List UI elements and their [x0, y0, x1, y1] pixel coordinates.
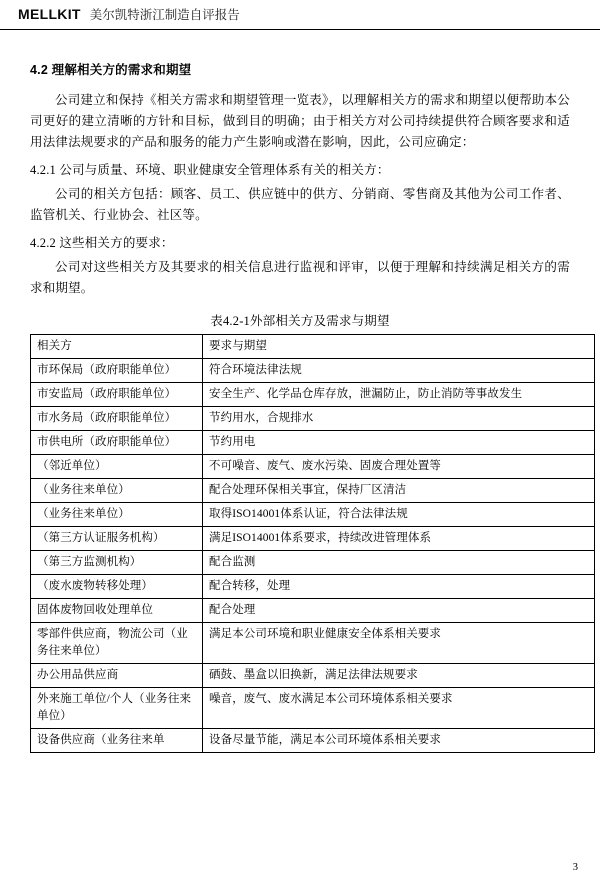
table-cell-party: 固体废物回收处理单位 [31, 599, 203, 623]
table-body [31, 335, 595, 753]
subsection-1-body: 公司的相关方包括：顾客、员工、供应链中的供方、分销商、零售商及其他为公司工作者、监管机关、行业协会、社区等。 [30, 187, 570, 222]
document-content [0, 30, 600, 753]
table-cell-requirement: 满足本公司环境和职业健康安全体系相关要求 [203, 623, 595, 664]
table-row [31, 503, 595, 527]
table-cell-requirement: 配合处理环保相关事宜，保持厂区清洁 [203, 479, 595, 503]
table-caption: 表4.2-1外部相关方及需求与期望 [210, 314, 390, 328]
table-cell-requirement: 噪音，废气、废水满足本公司环境体系相关要求 [203, 688, 595, 729]
table-cell-requirement: 安全生产、化学品仓库存放，泄漏防止，防止消防等事故发生 [203, 383, 595, 407]
table-row [31, 664, 595, 688]
section-paragraph-1: 公司建立和保持《相关方需求和期望管理一览表》，以理解相关方的需求和期望以便帮助本公司更好的建立清晰的方针和目标，做到目的明确；由于相关方对公司持续提供符合顾客要求和适用法律法规要求的产品和服务的能力产生影响或潜在影响，因此，公司应确定： [30, 93, 570, 149]
table-cell-party: 办公用品供应商 [31, 664, 203, 688]
table-header-cell: 要求与期望 [203, 335, 595, 359]
table-cell-party: （第三方认证服务机构） [31, 527, 203, 551]
table-cell-requirement: 取得ISO14001体系认证，符合法律法规 [203, 503, 595, 527]
table-header-row [31, 335, 595, 359]
table-cell-party: （废水废物转移处理） [31, 575, 203, 599]
subsection-1-heading: 4.2.1 公司与质量、环境、职业健康安全管理体系有关的相关方： [30, 163, 390, 177]
table-row [31, 599, 595, 623]
table-cell-party: 市安监局（政府职能单位） [31, 383, 203, 407]
table-row [31, 551, 595, 575]
table-cell-requirement: 设备尽量节能，满足本公司环境体系相关要求 [203, 729, 595, 753]
table-cell-party: 设备供应商（业务往来单 [31, 729, 203, 753]
section-heading: 4.2 理解相关方的需求和期望 [30, 63, 192, 77]
table-header-cell: 相关方 [31, 335, 203, 359]
table-row [31, 359, 595, 383]
table-row [31, 688, 595, 729]
table-row [31, 407, 595, 431]
table-cell-party: 市环保局（政府职能单位） [31, 359, 203, 383]
header-title: 美尔凯特浙江制造自评报告 [89, 8, 240, 22]
table-row [31, 623, 595, 664]
subsection-2-body: 公司对这些相关方及其要求的相关信息进行监视和评审，以便于理解和持续满足相关方的需求和期望。 [30, 260, 570, 295]
table-cell-requirement: 配合监测 [203, 551, 595, 575]
table-cell-requirement: 满足ISO14001体系要求，持续改进管理体系 [203, 527, 595, 551]
table-row [31, 479, 595, 503]
table-cell-party: （邻近单位） [31, 455, 203, 479]
table-cell-requirement: 不可噪音、废气、废水污染、固废合理处置等 [203, 455, 595, 479]
page-footer [0, 862, 600, 873]
table-row [31, 431, 595, 455]
table-row [31, 527, 595, 551]
table-cell-requirement: 硒鼓、墨盒以旧换新，满足法律法规要求 [203, 664, 595, 688]
subsection-2-heading: 4.2.2 这些相关方的要求： [30, 236, 174, 250]
table-cell-requirement: 节约用电 [203, 431, 595, 455]
table-cell-party: （业务往来单位） [31, 503, 203, 527]
table-cell-requirement: 节约用水，合规排水 [203, 407, 595, 431]
table-cell-party: （业务往来单位） [31, 479, 203, 503]
stakeholder-table [30, 334, 595, 753]
page-header [0, 0, 600, 30]
table-cell-requirement: 配合转移，处理 [203, 575, 595, 599]
header-content [18, 5, 600, 23]
table-row [31, 729, 595, 753]
table-cell-party: 零部件供应商，物流公司（业务往来单位） [31, 623, 203, 664]
brand-logo: MELLKIT [18, 6, 81, 22]
table-cell-party: 市供电所（政府职能单位） [31, 431, 203, 455]
table-row [31, 575, 595, 599]
page-number: 3 [572, 862, 578, 873]
table-cell-party: （第三方监测机构） [31, 551, 203, 575]
table-cell-party: 外来施工单位/个人（业务往来单位） [31, 688, 203, 729]
table-row [31, 383, 595, 407]
table-row [31, 455, 595, 479]
table-cell-requirement: 符合环境法律法规 [203, 359, 595, 383]
table-cell-requirement: 配合处理 [203, 599, 595, 623]
table-cell-party: 市水务局（政府职能单位） [31, 407, 203, 431]
